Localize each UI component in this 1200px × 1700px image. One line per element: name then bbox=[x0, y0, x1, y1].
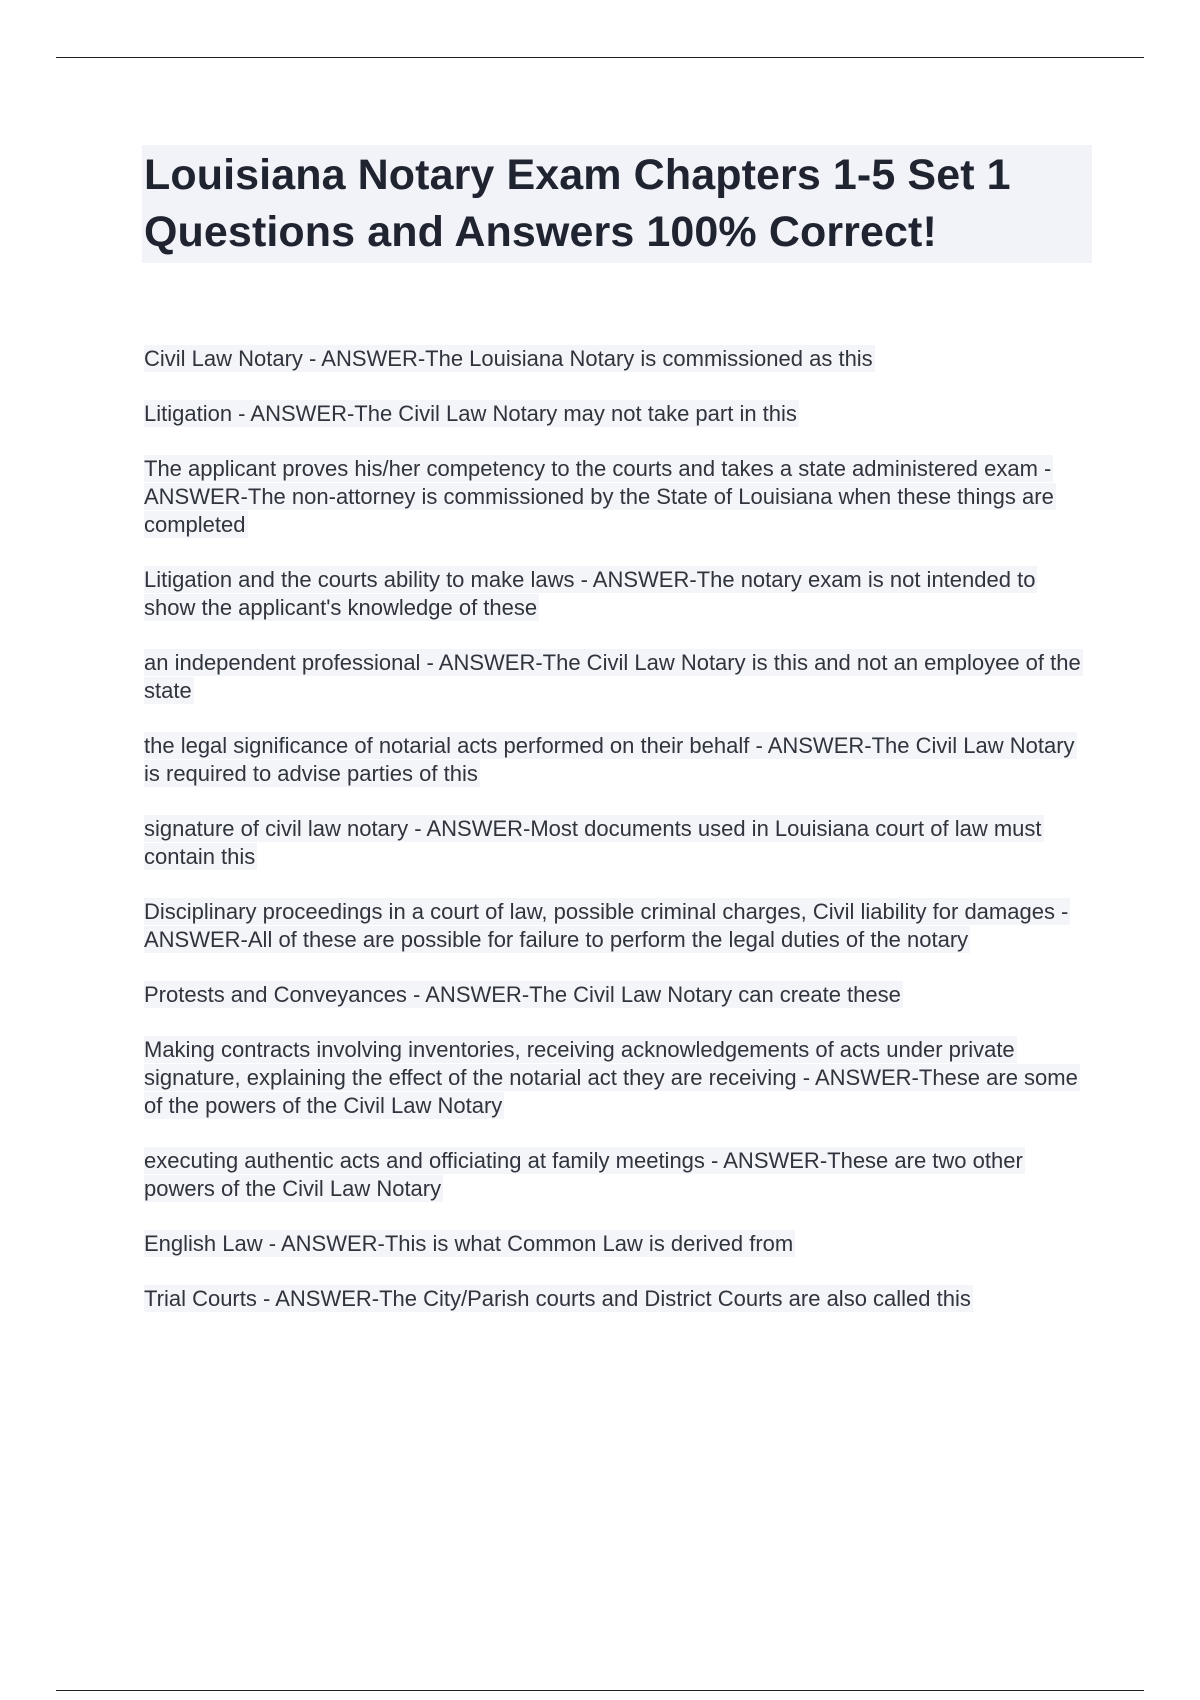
document-body bbox=[144, 145, 1092, 1340]
qa-text: Disciplinary proceedings in a court of law, possible criminal charges, Civil liability for damages - ANSWER-All of these are possible for failure to perform the legal duties of the notary bbox=[144, 899, 1069, 952]
bottom-rule bbox=[56, 1690, 1144, 1691]
qa-text: The applicant proves his/her competency to the courts and takes a state administered exam - ANSWER-The non-attorney is commissioned by the State of Louisiana when these things are completed bbox=[144, 456, 1054, 537]
qa-item bbox=[144, 1036, 1092, 1120]
qa-text: Litigation and the courts ability to make laws - ANSWER-The notary exam is not intended to show the applicant's knowledge of these bbox=[144, 567, 1036, 620]
qa-text: Making contracts involving inventories, receiving acknowledgements of acts under private signature, explaining the effect of the notarial act they are receiving - ANSWER-These are some of the powers of the Civil Law Notary bbox=[144, 1037, 1078, 1118]
qa-list bbox=[144, 345, 1092, 1313]
qa-item bbox=[144, 815, 1092, 871]
qa-text: an independent professional - ANSWER-The Civil Law Notary is this and not an employee of the state bbox=[144, 650, 1081, 703]
qa-text: the legal significance of notarial acts performed on their behalf - ANSWER-The Civil Law Notary is required to advise parties of this bbox=[144, 733, 1075, 786]
qa-item bbox=[144, 649, 1092, 705]
qa-item bbox=[144, 1230, 1092, 1258]
qa-item bbox=[144, 566, 1092, 622]
qa-item bbox=[144, 1147, 1092, 1203]
qa-item bbox=[144, 400, 1092, 428]
qa-text: Protests and Conveyances - ANSWER-The Civil Law Notary can create these bbox=[144, 982, 901, 1007]
qa-item bbox=[144, 345, 1092, 373]
qa-text: English Law - ANSWER-This is what Common Law is derived from bbox=[144, 1231, 794, 1256]
page-title: Louisiana Notary Exam Chapters 1-5 Set 1 Questions and Answers 100% Correct! bbox=[142, 145, 1092, 263]
qa-item bbox=[144, 732, 1092, 788]
qa-item bbox=[144, 1285, 1092, 1313]
qa-text: executing authentic acts and officiating at family meetings - ANSWER-These are two other powers of the Civil Law Notary bbox=[144, 1148, 1023, 1201]
qa-text: Trial Courts - ANSWER-The City/Parish courts and District Courts are also called this bbox=[144, 1286, 971, 1311]
top-rule bbox=[56, 57, 1144, 58]
qa-item bbox=[144, 981, 1092, 1009]
qa-item bbox=[144, 898, 1092, 954]
qa-text: signature of civil law notary - ANSWER-Most documents used in Louisiana court of law must contain this bbox=[144, 816, 1042, 869]
qa-text: Litigation - ANSWER-The Civil Law Notary may not take part in this bbox=[144, 401, 797, 426]
qa-item bbox=[144, 455, 1092, 539]
qa-text: Civil Law Notary - ANSWER-The Louisiana Notary is commissioned as this bbox=[144, 346, 873, 371]
